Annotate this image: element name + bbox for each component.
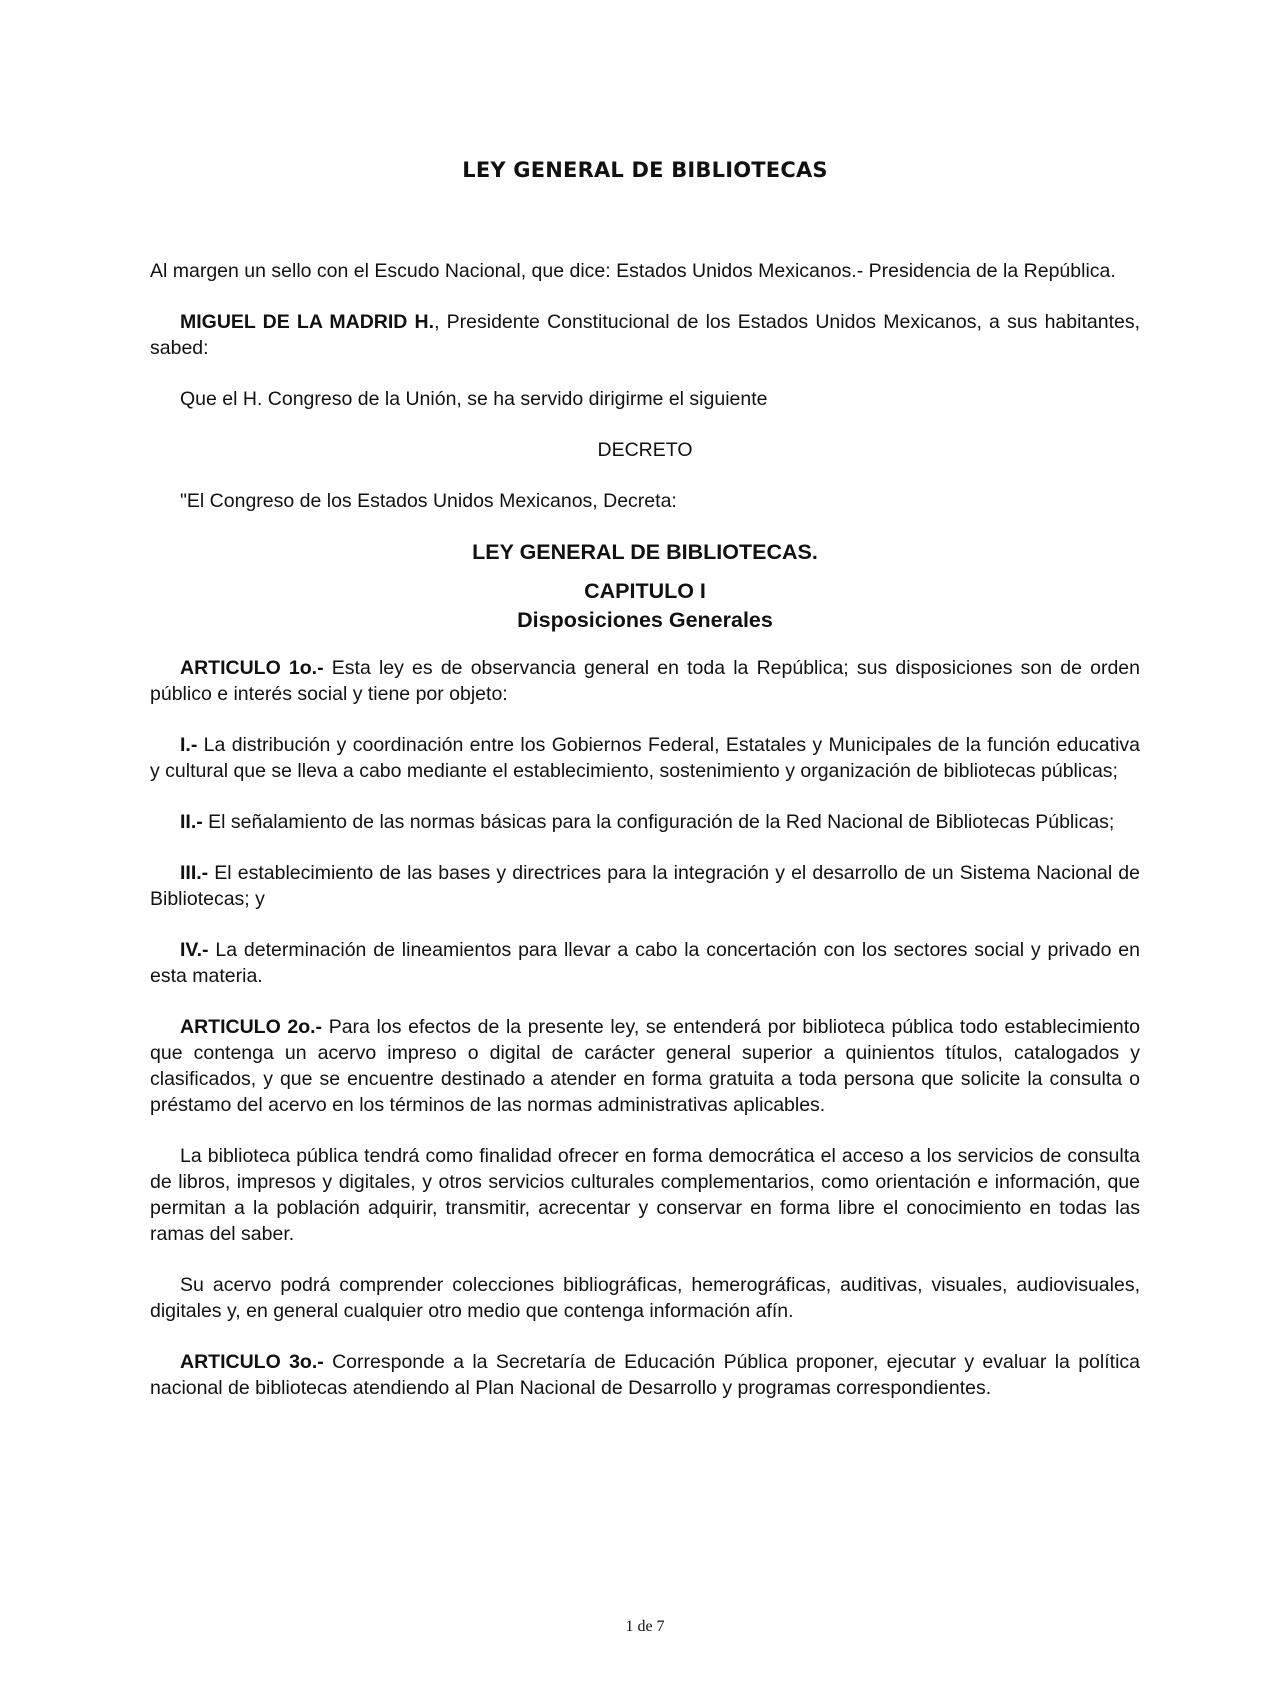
article-2-paragraph-2: Su acervo podrá comprender colecciones bibliográficas, hemerográficas, auditivas, visuales, audiovisuales, digitales y, en general cualquier otro medio que contenga información afín. [150,1274,1140,1322]
law-title: LEY GENERAL DE BIBLIOTECAS. [472,540,818,564]
fraccion-3-label: III.- [180,862,209,884]
signer-text: , Presidente Constitucional de los Estados Unidos Mexicanos, a sus habitantes, sabed: [150,311,1140,359]
article-2-paragraph-1: La biblioteca pública tendrá como finalidad ofrecer en forma democrática el acceso a los servicios de consulta de libros, impresos y digitales, y otros servicios culturales complementarios, como orientación e información, que permitan a la población adquirir, transmitir, acrecentar y conservar en forma libre el conocimiento en todas las ramas del saber. [150,1145,1140,1245]
article-3 [150,1349,1140,1401]
document-header-title: LEY GENERAL DE BIBLIOTECAS [462,158,828,182]
article-3-label: ARTICULO 3o.- [180,1351,324,1373]
fraccion-3-text: El establecimiento de las bases y directrices para la integración y el desarrollo de un Sistema Nacional de Bibliotecas; y [150,862,1140,910]
article-1 [150,655,1140,707]
document-page [150,0,1140,1705]
promulgation-paragraph [150,309,1140,361]
page-number: 1 de 7 [625,1618,665,1635]
article-1-fraccion-2 [150,809,1140,835]
fraccion-4-text: La determinación de lineamientos para llevar a cabo la concertación con los sectores social y privado en esta materia. [150,939,1140,987]
article-1-fraccion-3 [150,860,1140,912]
chapter-name: Disposiciones Generales [517,608,773,632]
article-1-fraccion-1 [150,732,1140,784]
decree-line: "El Congreso de los Estados Unidos Mexicanos, Decreta: [180,490,677,512]
article-1-label: ARTICULO 1o.- [180,657,324,679]
article-2-text: Para los efectos de la presente ley, se entenderá por biblioteca pública todo establecimiento que contenga un acervo impreso o digital de carácter general superior a quinientos títulos, catalogados y clasificados, y que se encuentre destinado a atender en forma gratuita a toda persona que solicite la consulta o préstamo del acervo en los términos de las normas administrativas aplicables. [150,1016,1141,1116]
congress-line: Que el H. Congreso de la Unión, se ha servido dirigirme el siguiente [180,388,768,410]
signer-name: MIGUEL DE LA MADRID H. [180,311,435,333]
article-2 [150,1014,1140,1118]
fraccion-2-text: El señalamiento de las normas básicas para la configuración de la Red Nacional de Bibliotecas Públicas; [202,811,1115,833]
chapter-number: CAPITULO I [584,579,706,603]
fraccion-1-text: La distribución y coordinación entre los Gobiernos Federal, Estatales y Municipales de la función educativa y cultural que se lleva a cabo mediante el establecimiento, sostenimiento y organización de bibliotecas públicas; [150,734,1140,782]
article-1-fraccion-4 [150,937,1140,989]
document-body [150,258,1140,1426]
chapter-heading [150,577,1140,635]
article-3-text: Corresponde a la Secretaría de Educación Pública proponer, ejecutar y evaluar la política nacional de bibliotecas atendiendo al Plan Nacional de Desarrollo y programas correspondientes. [150,1351,1141,1399]
fraccion-2-label: II.- [180,811,203,833]
margin-note: Al margen un sello con el Escudo Nacional, que dice: Estados Unidos Mexicanos.- Presidencia de la República. [150,260,1116,282]
article-2-label: ARTICULO 2o.- [180,1016,323,1038]
fraccion-1-label: I.- [180,734,198,756]
decree-label: DECRETO [597,439,693,461]
article-1-text: Esta ley es de observancia general en toda la República; sus disposiciones son de orden público e interés social y tiene por objeto: [150,657,1140,705]
fraccion-4-label: IV.- [180,939,209,961]
